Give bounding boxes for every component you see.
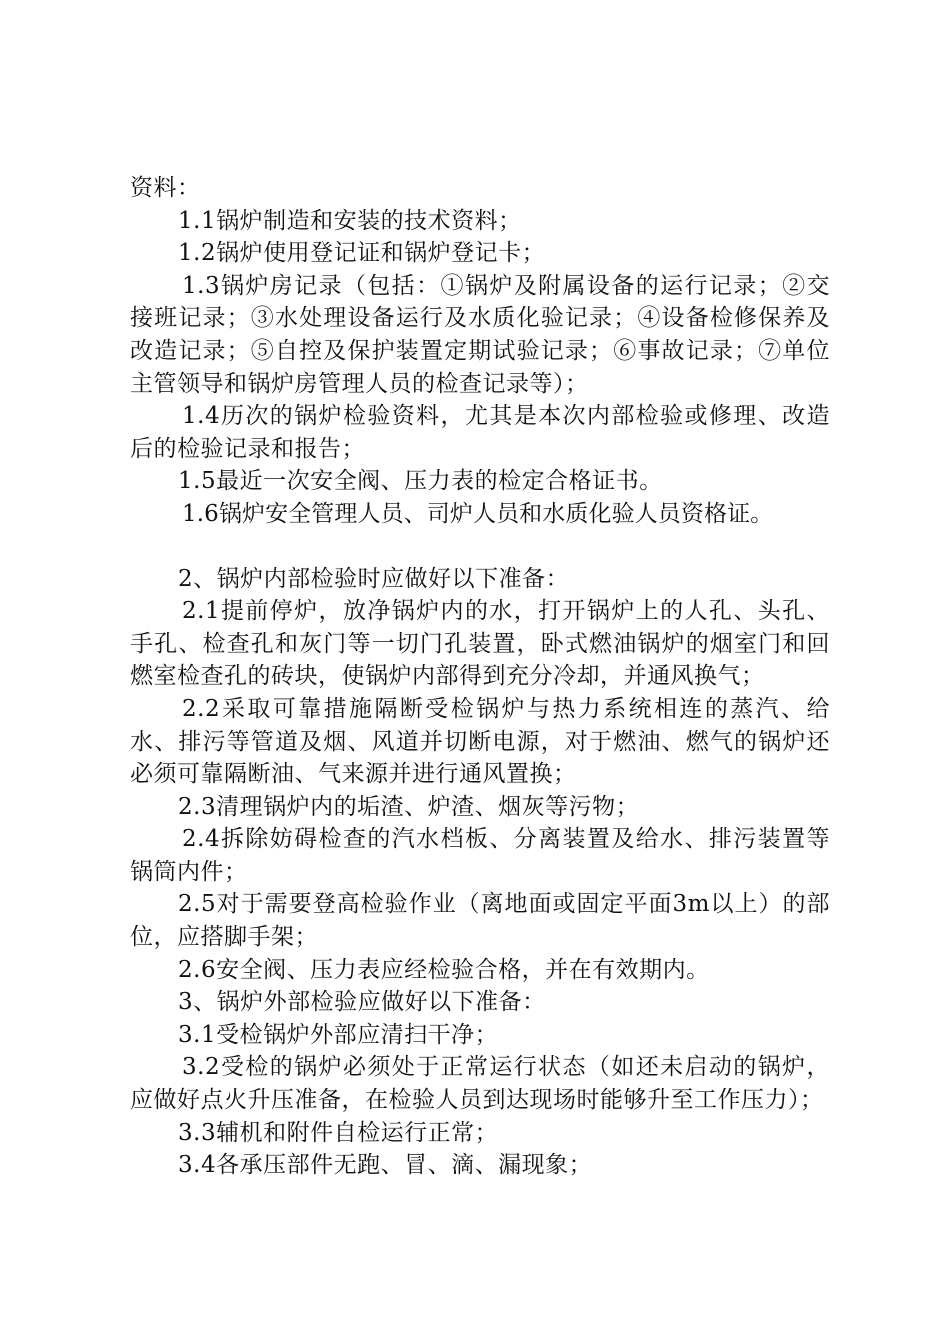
paragraph-1-4: 1.4历次的锅炉检验资料，尤其是本次内部检验或修理、改造后的检验记录和报告；: [130, 403, 830, 462]
paragraph-2-6: 2.6安全阀、压力表应经检验合格，并在有效期内。: [178, 956, 710, 983]
paragraph-3-3: 3.3辅机和附件自检运行正常；: [178, 1119, 499, 1146]
paragraph-spacer: [130, 531, 830, 563]
paragraph-3-2: 3.2受检的锅炉必须处于正常运行状态（如还未启动的锅炉，应做好点火升压准备，在检验人员到达现场时能够升至工作压力）；: [130, 1054, 830, 1114]
paragraph-2-3: 2.3清理锅炉内的垢渣、炉渣、烟灰等污物；: [178, 793, 640, 820]
paragraph-2-4: 2.4拆除妨碍检查的汽水档板、分离装置及给水、排污装置等锅筒内件；: [130, 826, 830, 885]
paragraph-1-1: 1.1锅炉制造和安装的技术资料；: [178, 207, 522, 234]
paragraph-section-3: 3、锅炉外部检验应做好以下准备：: [178, 989, 546, 1016]
paragraph-2-5: 2.5对于需要登高检验作业（离地面或固定平面3m以上）的部位，应搭脚手架；: [130, 891, 830, 951]
paragraph-1-3: 1.3锅炉房记录（包括：①锅炉及附属设备的运行记录；②交接班记录；③水处理设备运行及水质化验记录；④设备检修保养及改造记录；⑤自控及保护装置定期试验记录；⑥事故记录；⑦单位主管领导和锅炉房管理人员的检查记录等）；: [130, 272, 830, 397]
paragraph-1-6: 1.6锅炉安全管理人员、司炉人员和水质化验人员资格证。: [182, 500, 774, 527]
paragraph-3-1: 3.1受检锅炉外部应清扫干净；: [178, 1021, 499, 1048]
paragraph-1-2: 1.2锅炉使用登记证和锅炉登记卡；: [178, 240, 546, 267]
document-body: [130, 172, 830, 1182]
paragraph-materials-heading: 资料：: [130, 175, 201, 201]
paragraph-3-4: 3.4各承压部件无跑、冒、滴、漏现象；: [178, 1152, 593, 1179]
paragraph-1-5: 1.5最近一次安全阀、压力表的检定合格证书。: [178, 468, 663, 495]
paragraph-section-2: 2、锅炉内部检验时应做好以下准备：: [178, 565, 570, 592]
paragraph-2-1: 2.1提前停炉，放净锅炉内的水，打开锅炉上的人孔、头孔、手孔、检查孔和灰门等一切门孔装置，卧式燃油锅炉的烟室门和回燃室检查孔的砖块，使锅炉内部得到充分冷却，并通风换气；: [130, 598, 830, 690]
paragraph-2-2: 2.2采取可靠措施隔断受检锅炉与热力系统相连的蒸汽、给水、排污等管道及烟、风道并切断电源，对于燃油、燃气的锅炉还必须可靠隔断油、气来源并进行通风置换；: [130, 695, 830, 788]
